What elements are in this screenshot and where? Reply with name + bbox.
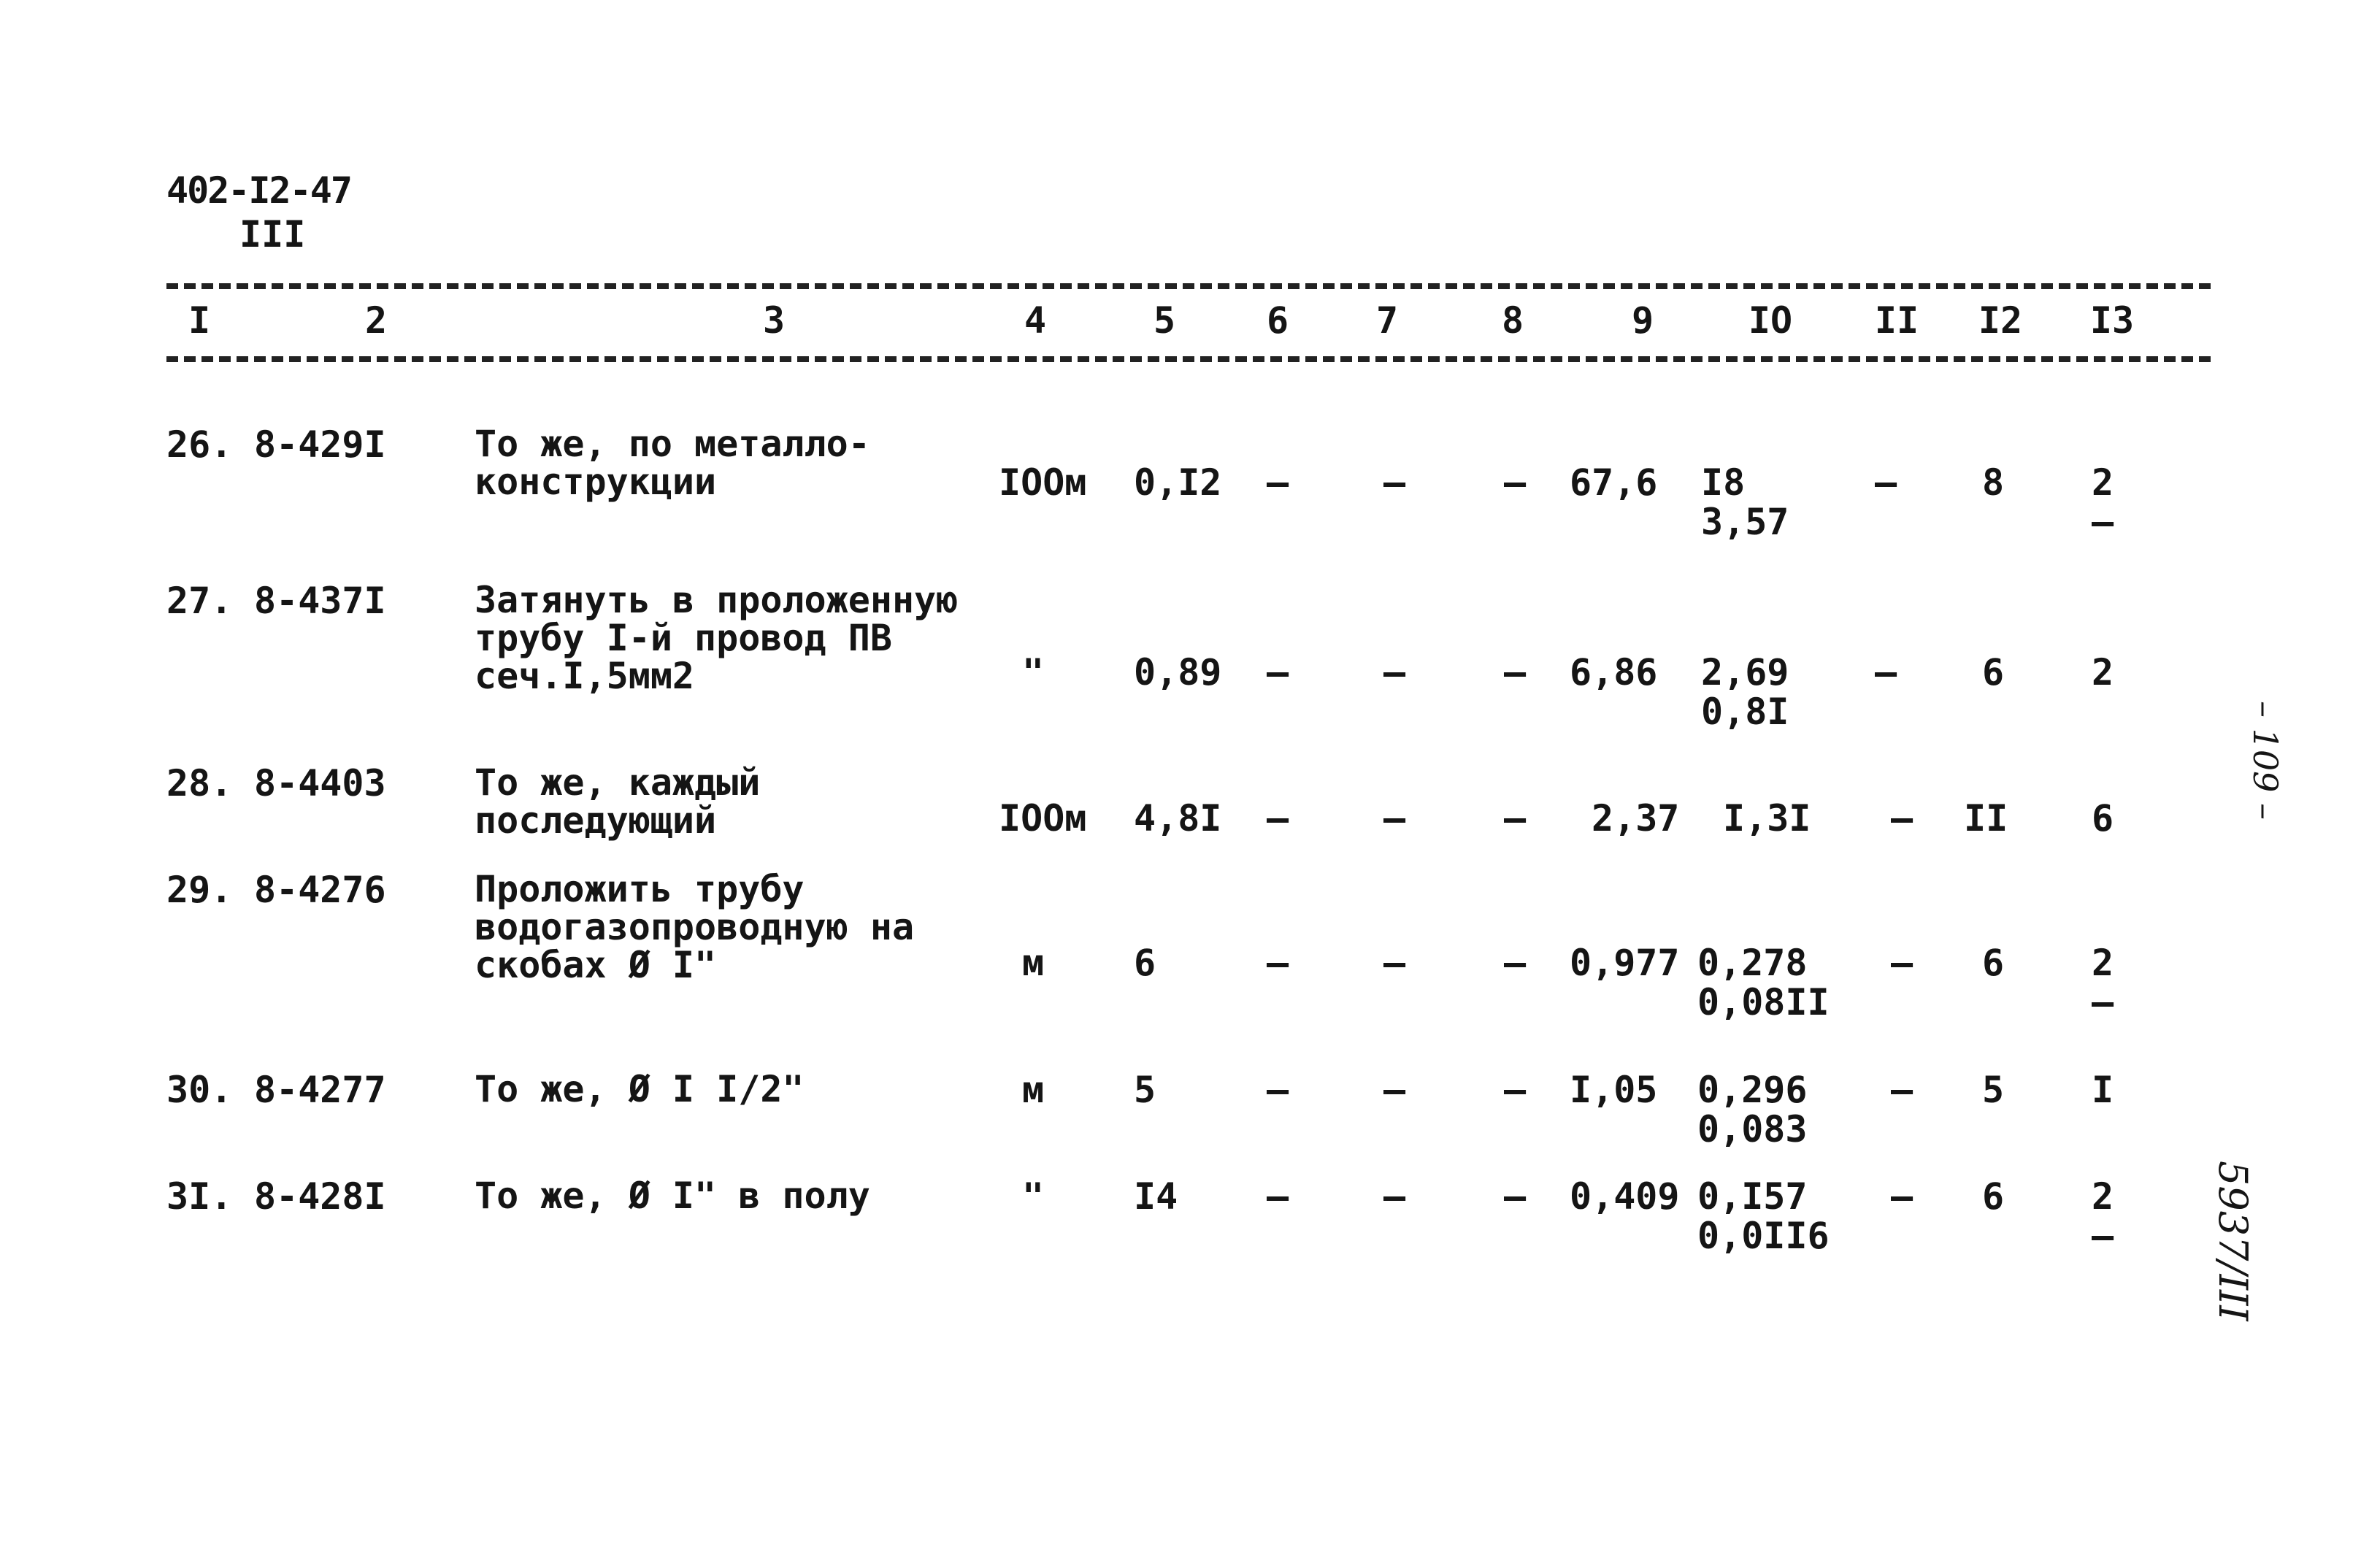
row-col13-lower: – [2092,501,2114,543]
row-col10-lower: 0,0II6 [1697,1215,1830,1257]
row-unit: " [1022,1175,1045,1218]
row-unit: IOOм [999,461,1087,504]
row-col9: 0,977 [1570,942,1680,984]
row-col7: – [1383,942,1406,984]
col-header-13: I3 [2089,299,2135,342]
row-col10-lower: 0,8I [1701,691,1789,733]
row-description: Затянуть в проложенную трубу I-й провод ПВ сеч.I,5мм2 [475,579,959,697]
row-col6: – [1267,1069,1289,1111]
row-col13 [2092,943,2114,1022]
row-code: 8-429I [254,423,386,466]
row-number: 27. [166,580,233,622]
row-col11: – [1875,461,1897,504]
row-col5: 0,I2 [1134,461,1222,504]
row-col10-lower: 0,08II [1697,981,1830,1023]
row-col13-upper: 2 [2092,942,2114,984]
row-number: 3I. [166,1175,233,1218]
page-number: – 109 – [2246,701,2285,821]
row-col11: – [1891,1175,1913,1218]
row-col9: I,05 [1570,1069,1658,1111]
row-number: 29. [166,869,233,911]
row-col12: 6 [1982,1175,2005,1218]
col-header-11: II [1874,299,1919,342]
row-col10-lower: 3,57 [1701,501,1789,543]
row-col8: – [1504,461,1527,504]
row-col11: – [1875,651,1897,693]
row-col5: 6 [1134,942,1156,984]
row-code: 8-437I [254,580,386,622]
row-col13: 6 [2092,797,2114,839]
row-unit: IOOм [999,797,1087,839]
row-col8: – [1504,651,1527,693]
row-col8: – [1504,797,1527,839]
row-col10 [1697,1070,1808,1149]
col-header-8: 8 [1501,299,1524,342]
row-col5: 0,89 [1134,651,1222,693]
col-header-9: 9 [1631,299,1654,342]
col-header-1: I [188,299,211,342]
row-code: 8-4277 [254,1069,386,1111]
row-code: 8-428I [254,1175,386,1218]
row-col13-upper: 2 [2092,1175,2114,1218]
col-header-6: 6 [1266,299,1289,342]
row-col13-lower: – [2092,1215,2114,1257]
row-col13: 2 [2092,651,2114,693]
header-rule-bottom [166,356,2211,362]
row-col6: – [1267,651,1289,693]
row-col8: – [1504,942,1527,984]
row-col10-upper: 0,278 [1697,942,1808,984]
row-col10 [1701,653,1789,731]
row-col7: – [1383,651,1406,693]
row-col10 [1701,463,1789,542]
row-col5: I4 [1134,1175,1178,1218]
col-header-2: 2 [364,299,388,342]
row-col7: – [1383,1069,1406,1111]
row-col10-upper: 0,296 [1697,1069,1808,1111]
row-col5: 4,8I [1134,797,1222,839]
row-col13: I [2092,1069,2114,1111]
row-col10 [1697,943,1830,1022]
row-col6: – [1267,461,1289,504]
row-number: 28. [166,762,233,804]
row-unit: м [1022,942,1045,984]
row-col10-upper: 0,I57 [1697,1175,1808,1218]
row-col9: 0,409 [1570,1175,1680,1218]
header-rule-top [166,283,2211,289]
col-header-5: 5 [1153,299,1176,342]
row-col13 [2092,463,2114,542]
row-col13 [2092,1177,2114,1256]
row-col10: I,3I [1723,797,1811,839]
row-col10-upper: 2,69 [1701,651,1789,693]
document-code-sub: III [239,213,306,255]
row-code: 8-4403 [254,762,386,804]
row-col11: – [1891,797,1913,839]
row-col12: II [1964,797,2008,839]
row-col7: – [1383,461,1406,504]
row-col11: – [1891,1069,1913,1111]
row-col9: 67,6 [1570,461,1658,504]
document-code: 402-I2-47 [166,169,351,212]
row-description: То же, Ø I" в полу [475,1175,870,1217]
col-header-7: 7 [1375,299,1399,342]
row-number: 26. [166,423,233,466]
row-col10-lower: 0,083 [1697,1108,1808,1150]
row-col6: – [1267,1175,1289,1218]
row-col9: 6,86 [1570,651,1658,693]
col-header-4: 4 [1024,299,1047,342]
row-col7: – [1383,1175,1406,1218]
col-header-3: 3 [762,299,786,342]
row-col7: – [1383,797,1406,839]
row-col12: 8 [1982,461,2005,504]
row-col12: 6 [1982,942,2005,984]
row-col13-lower: – [2092,981,2114,1023]
row-col8: – [1504,1175,1527,1218]
row-col6: – [1267,942,1289,984]
row-col11: – [1891,942,1913,984]
row-description: То же, по металло-конструкции [475,423,870,503]
row-description: То же, каждый последующий [475,761,761,842]
row-code: 8-4276 [254,869,386,911]
row-number: 30. [166,1069,233,1111]
col-header-12: I2 [1978,299,2023,342]
row-col12: 6 [1982,651,2005,693]
row-col9: 2,37 [1592,797,1680,839]
col-header-10: IO [1748,299,1793,342]
row-col13-upper: 2 [2092,461,2114,504]
archive-number: 5937/III [2210,1161,2256,1321]
row-col12: 5 [1982,1069,2005,1111]
row-description: То же, Ø I I/2" [475,1068,805,1110]
row-description: Проложить трубу водогазопроводную на скобах Ø I" [475,868,915,986]
row-col5: 5 [1134,1069,1156,1111]
row-col8: – [1504,1069,1527,1111]
row-col10 [1697,1177,1830,1256]
row-col10-upper: I8 [1701,461,1746,504]
row-unit: м [1022,1069,1045,1111]
row-col6: – [1267,797,1289,839]
row-unit: " [1022,651,1045,693]
